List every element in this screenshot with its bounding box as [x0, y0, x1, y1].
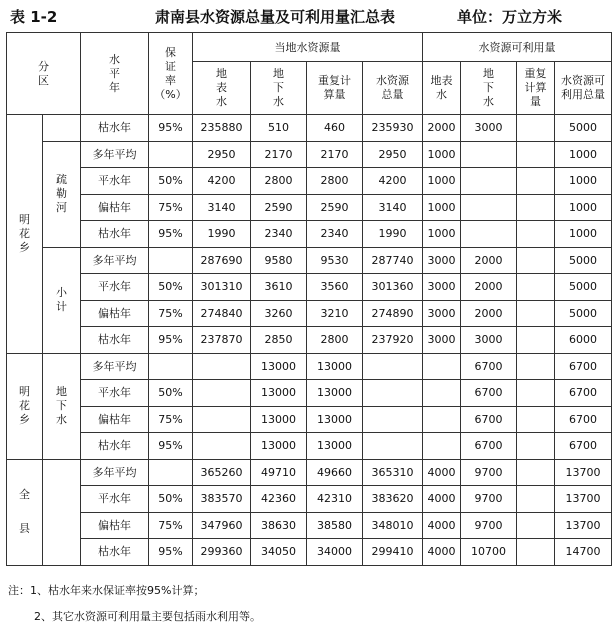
cell-local-surface: 383570 — [193, 486, 251, 513]
cell-local-repeat: 49660 — [307, 459, 363, 486]
cell-usable-total: 13700 — [555, 486, 612, 513]
cell-local-ground: 49710 — [251, 459, 307, 486]
table-row — [7, 380, 612, 407]
header-usable-group: 水资源可利用量 — [423, 33, 612, 62]
cell-local-repeat: 2590 — [307, 194, 363, 221]
cell-level-year: 多年平均 — [81, 353, 149, 380]
table-row — [7, 327, 612, 354]
cell-usable-ground — [461, 168, 517, 195]
cell-guarantee-rate — [149, 247, 193, 274]
cell-usable-ground — [461, 194, 517, 221]
cell-local-total — [363, 406, 423, 433]
region-minghua: 明花乡 — [7, 115, 43, 354]
cell-level-year: 平水年 — [81, 486, 149, 513]
cell-local-repeat: 13000 — [307, 433, 363, 460]
cell-local-ground: 38630 — [251, 512, 307, 539]
cell-usable-total: 6000 — [555, 327, 612, 354]
cell-guarantee-rate: 50% — [149, 274, 193, 301]
cell-local-repeat: 13000 — [307, 353, 363, 380]
cell-local-ground: 2170 — [251, 141, 307, 168]
cell-usable-surface — [423, 353, 461, 380]
cell-usable-repeat — [517, 141, 555, 168]
cell-level-year: 平水年 — [81, 274, 149, 301]
cell-usable-repeat — [517, 168, 555, 195]
cell-usable-repeat — [517, 194, 555, 221]
cell-level-year: 偏枯年 — [81, 512, 149, 539]
cell-guarantee-rate — [149, 353, 193, 380]
cell-guarantee-rate: 75% — [149, 406, 193, 433]
cell-usable-total: 5000 — [555, 300, 612, 327]
cell-usable-surface: 3000 — [423, 300, 461, 327]
cell-usable-total: 5000 — [555, 115, 612, 142]
cell-usable-surface: 1000 — [423, 194, 461, 221]
header-usable-col: 地下水 — [461, 62, 517, 115]
cell-usable-surface: 4000 — [423, 486, 461, 513]
cell-usable-ground: 3000 — [461, 115, 517, 142]
cell-usable-repeat — [517, 459, 555, 486]
cell-local-ground: 3610 — [251, 274, 307, 301]
cell-local-ground: 34050 — [251, 539, 307, 566]
cell-local-ground: 13000 — [251, 380, 307, 407]
header-usable-col: 水资源可利用总量 — [555, 62, 612, 115]
cell-local-ground: 13000 — [251, 433, 307, 460]
cell-usable-repeat — [517, 327, 555, 354]
cell-local-surface: 299360 — [193, 539, 251, 566]
cell-local-repeat: 2170 — [307, 141, 363, 168]
table-row — [7, 141, 612, 168]
cell-usable-repeat — [517, 300, 555, 327]
cell-usable-repeat — [517, 274, 555, 301]
cell-guarantee-rate: 95% — [149, 115, 193, 142]
cell-local-repeat: 42310 — [307, 486, 363, 513]
cell-usable-ground: 9700 — [461, 486, 517, 513]
table-title: 肃南县水资源总量及可利用量汇总表 — [155, 8, 396, 26]
cell-local-total: 1990 — [363, 221, 423, 248]
cell-local-repeat: 3560 — [307, 274, 363, 301]
header-guarantee-unit: （%） — [154, 88, 187, 101]
cell-local-ground: 13000 — [251, 406, 307, 433]
cell-local-repeat: 13000 — [307, 406, 363, 433]
cell-local-surface: 274840 — [193, 300, 251, 327]
table-number: 表 1-2 — [10, 8, 58, 26]
cell-local-repeat: 9530 — [307, 247, 363, 274]
cell-usable-total: 14700 — [555, 539, 612, 566]
cell-guarantee-rate: 75% — [149, 194, 193, 221]
unit-label: 单位：万立方米 — [457, 8, 563, 26]
cell-guarantee-rate: 95% — [149, 221, 193, 248]
header-usable-col: 地表水 — [423, 62, 461, 115]
cell-level-year: 枯水年 — [81, 327, 149, 354]
cell-local-repeat: 38580 — [307, 512, 363, 539]
cell-usable-total: 5000 — [555, 247, 612, 274]
cell-local-ground: 2590 — [251, 194, 307, 221]
cell-usable-total: 6700 — [555, 380, 612, 407]
footnote-2: 2、其它水资源可利用量主要包括雨水利用等。 — [34, 610, 261, 623]
cell-level-year: 偏枯年 — [81, 406, 149, 433]
cell-usable-ground: 6700 — [461, 380, 517, 407]
cell-local-surface: 4200 — [193, 168, 251, 195]
cell-usable-ground: 9700 — [461, 512, 517, 539]
header-level-year: 水平年 — [81, 33, 149, 115]
cell-guarantee-rate — [149, 141, 193, 168]
cell-usable-surface: 3000 — [423, 247, 461, 274]
cell-local-surface — [193, 380, 251, 407]
cell-usable-surface: 4000 — [423, 512, 461, 539]
cell-level-year: 枯水年 — [81, 539, 149, 566]
table-row — [7, 539, 612, 566]
cell-local-surface: 365260 — [193, 459, 251, 486]
cell-level-year: 枯水年 — [81, 115, 149, 142]
cell-local-surface — [193, 406, 251, 433]
cell-local-surface: 3140 — [193, 194, 251, 221]
region-shule: 疏勒河 — [43, 141, 81, 247]
cell-usable-ground — [461, 141, 517, 168]
cell-local-ground: 3260 — [251, 300, 307, 327]
cell-level-year: 枯水年 — [81, 221, 149, 248]
header-region: 分区 — [7, 33, 81, 115]
cell-guarantee-rate: 50% — [149, 380, 193, 407]
cell-usable-total: 5000 — [555, 274, 612, 301]
header-local-col: 地下水 — [251, 62, 307, 115]
cell-local-total: 348010 — [363, 512, 423, 539]
cell-usable-surface: 4000 — [423, 459, 461, 486]
cell-local-surface: 237870 — [193, 327, 251, 354]
cell-usable-surface — [423, 380, 461, 407]
cell-usable-repeat — [517, 221, 555, 248]
cell-usable-surface: 2000 — [423, 115, 461, 142]
cell-guarantee-rate — [149, 459, 193, 486]
cell-guarantee-rate: 75% — [149, 512, 193, 539]
cell-local-total: 301360 — [363, 274, 423, 301]
cell-guarantee-rate: 95% — [149, 539, 193, 566]
cell-level-year: 多年平均 — [81, 141, 149, 168]
cell-local-total: 237920 — [363, 327, 423, 354]
table-row — [7, 486, 612, 513]
cell-usable-total: 6700 — [555, 406, 612, 433]
cell-guarantee-rate: 50% — [149, 168, 193, 195]
region-empty-cell — [43, 459, 81, 565]
cell-level-year: 平水年 — [81, 380, 149, 407]
cell-usable-surface: 3000 — [423, 327, 461, 354]
cell-usable-ground: 2000 — [461, 274, 517, 301]
cell-local-repeat: 2340 — [307, 221, 363, 248]
cell-local-total: 4200 — [363, 168, 423, 195]
cell-level-year: 枯水年 — [81, 433, 149, 460]
cell-usable-total: 13700 — [555, 512, 612, 539]
cell-local-total: 3140 — [363, 194, 423, 221]
cell-local-total: 2950 — [363, 141, 423, 168]
cell-usable-ground: 6700 — [461, 353, 517, 380]
cell-usable-ground: 6700 — [461, 433, 517, 460]
cell-guarantee-rate: 95% — [149, 327, 193, 354]
cell-usable-total: 1000 — [555, 221, 612, 248]
header-local-group: 当地水资源量 — [193, 33, 423, 62]
cell-local-total — [363, 353, 423, 380]
cell-level-year: 多年平均 — [81, 459, 149, 486]
cell-local-repeat: 34000 — [307, 539, 363, 566]
cell-local-surface: 235880 — [193, 115, 251, 142]
cell-local-ground: 9580 — [251, 247, 307, 274]
cell-usable-repeat — [517, 539, 555, 566]
header-local-col: 重复计算量 — [307, 62, 363, 115]
cell-local-ground: 2850 — [251, 327, 307, 354]
cell-local-surface: 301310 — [193, 274, 251, 301]
cell-local-total: 235930 — [363, 115, 423, 142]
cell-local-total: 287740 — [363, 247, 423, 274]
cell-usable-repeat — [517, 512, 555, 539]
table-row — [7, 247, 612, 274]
table-row — [7, 300, 612, 327]
cell-local-total: 274890 — [363, 300, 423, 327]
cell-usable-surface: 3000 — [423, 274, 461, 301]
cell-guarantee-rate: 95% — [149, 433, 193, 460]
cell-usable-repeat — [517, 406, 555, 433]
cell-local-ground: 42360 — [251, 486, 307, 513]
cell-local-total — [363, 433, 423, 460]
cell-local-ground: 510 — [251, 115, 307, 142]
region-minghua: 明花乡 — [7, 353, 43, 459]
cell-local-repeat: 460 — [307, 115, 363, 142]
table-row — [7, 406, 612, 433]
cell-guarantee-rate: 75% — [149, 300, 193, 327]
cell-local-repeat: 13000 — [307, 380, 363, 407]
cell-local-surface: 287690 — [193, 247, 251, 274]
header-local-col: 水资源总量 — [363, 62, 423, 115]
cell-local-repeat: 2800 — [307, 168, 363, 195]
cell-usable-surface: 4000 — [423, 539, 461, 566]
table-row — [7, 115, 612, 142]
cell-usable-surface: 1000 — [423, 141, 461, 168]
table-row — [7, 433, 612, 460]
cell-local-total — [363, 380, 423, 407]
cell-usable-ground: 2000 — [461, 300, 517, 327]
cell-usable-surface — [423, 406, 461, 433]
cell-local-ground: 13000 — [251, 353, 307, 380]
region-groundwater: 地下水 — [43, 353, 81, 459]
cell-usable-repeat — [517, 380, 555, 407]
cell-usable-surface: 1000 — [423, 221, 461, 248]
table-header-line — [0, 4, 616, 28]
table-row — [7, 221, 612, 248]
cell-local-total: 299410 — [363, 539, 423, 566]
table-row — [7, 459, 612, 486]
cell-usable-repeat — [517, 115, 555, 142]
cell-usable-ground: 6700 — [461, 406, 517, 433]
cell-local-surface: 1990 — [193, 221, 251, 248]
table-row — [7, 194, 612, 221]
cell-usable-total: 6700 — [555, 433, 612, 460]
cell-level-year: 偏枯年 — [81, 300, 149, 327]
table-row — [7, 353, 612, 380]
cell-local-repeat: 3210 — [307, 300, 363, 327]
cell-local-repeat: 2800 — [307, 327, 363, 354]
region-empty-cell — [43, 115, 81, 142]
header-local-col: 地表水 — [193, 62, 251, 115]
cell-usable-total: 1000 — [555, 141, 612, 168]
footnote-1: 注：1、枯水年来水保证率按95%计算； — [8, 584, 205, 597]
cell-usable-total: 6700 — [555, 353, 612, 380]
cell-local-surface — [193, 433, 251, 460]
water-resources-table — [6, 32, 612, 566]
cell-local-total: 383620 — [363, 486, 423, 513]
header-guarantee: 保证率 （%） — [149, 33, 193, 115]
cell-usable-total: 13700 — [555, 459, 612, 486]
table-row — [7, 168, 612, 195]
cell-usable-repeat — [517, 433, 555, 460]
header-usable-col: 重复计算量 — [517, 62, 555, 115]
cell-usable-ground: 3000 — [461, 327, 517, 354]
cell-level-year: 平水年 — [81, 168, 149, 195]
region-subtotal: 小计 — [43, 247, 81, 353]
region-county: 全县 — [7, 459, 43, 565]
cell-usable-ground: 9700 — [461, 459, 517, 486]
cell-local-total: 365310 — [363, 459, 423, 486]
cell-local-surface: 347960 — [193, 512, 251, 539]
cell-guarantee-rate: 50% — [149, 486, 193, 513]
cell-usable-repeat — [517, 247, 555, 274]
cell-usable-ground: 10700 — [461, 539, 517, 566]
cell-usable-ground: 2000 — [461, 247, 517, 274]
cell-local-ground: 2800 — [251, 168, 307, 195]
cell-usable-repeat — [517, 486, 555, 513]
table-row — [7, 274, 612, 301]
cell-local-ground: 2340 — [251, 221, 307, 248]
cell-level-year: 多年平均 — [81, 247, 149, 274]
cell-local-surface: 2950 — [193, 141, 251, 168]
cell-usable-total: 1000 — [555, 168, 612, 195]
cell-usable-ground — [461, 221, 517, 248]
cell-usable-total: 1000 — [555, 194, 612, 221]
cell-local-surface — [193, 353, 251, 380]
cell-level-year: 偏枯年 — [81, 194, 149, 221]
cell-usable-repeat — [517, 353, 555, 380]
cell-usable-surface: 1000 — [423, 168, 461, 195]
cell-usable-surface — [423, 433, 461, 460]
table-row — [7, 512, 612, 539]
